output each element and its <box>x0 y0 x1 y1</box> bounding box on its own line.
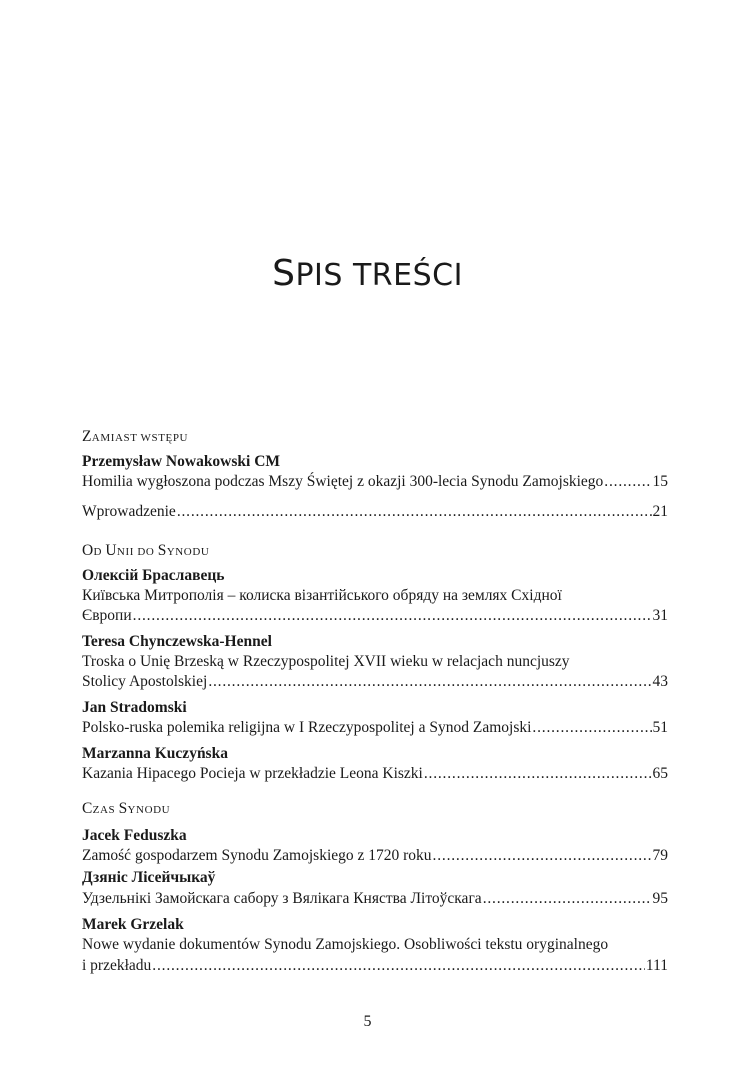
dot-leader <box>133 606 652 626</box>
toc-page-number: 111 <box>645 957 668 974</box>
toc-entry-line[interactable]: Troska o Unię Brzeską w Rzeczypospolitej XVII wieku w relacjach nuncjuszy <box>82 653 570 670</box>
toc-entry-title: Stolicy Apostolskiej <box>82 673 208 690</box>
dot-leader <box>433 846 652 866</box>
toc-entry[interactable] <box>82 889 668 909</box>
section-heading-zamiast-wstepu: ZAMIAST WSTĘPU <box>82 428 189 445</box>
title-initial: S <box>272 253 296 294</box>
toc-author: Дзяніс Лісейчыкаў <box>82 869 216 886</box>
toc-entry-title: i przekładu <box>82 957 152 974</box>
toc-page-number: 79 <box>652 847 668 864</box>
toc-entry[interactable] <box>82 502 668 522</box>
toc-entry[interactable] <box>82 672 668 692</box>
toc-page-number: 31 <box>652 607 668 624</box>
toc-entry-line[interactable]: Nowe wydanie dokumentów Synodu Zamojskiego. Osobliwości tekstu oryginalnego <box>82 936 609 953</box>
toc-entry[interactable] <box>82 472 668 492</box>
toc-entry-title: Wprowadzenie <box>82 503 176 520</box>
toc-author: Przemysław Nowakowski CM <box>82 453 281 470</box>
toc-page-number: 65 <box>652 765 668 782</box>
toc-entry-title: Homilia wygłoszona podczas Mszy Świętej z okazji 300-lecia Synodu Zamojskiego <box>82 473 604 490</box>
toc-author: Teresa Chynczewska-Hennel <box>82 633 272 650</box>
toc-author: Jacek Feduszka <box>82 827 187 844</box>
toc-entry[interactable] <box>82 956 668 976</box>
toc-page-number: 43 <box>652 673 668 690</box>
toc-entry[interactable] <box>82 718 668 738</box>
toc-entry-title: Удзельнікі Замойскага сабору з Вялікага Княства Літоўскага <box>82 890 482 907</box>
toc-entry-title: Zamość gospodarzem Synodu Zamojskiego z 1720 roku <box>82 847 432 864</box>
dot-leader <box>424 764 652 784</box>
toc-entry-title: Kazania Hipacego Pocieja w przekładzie Leona Kiszki <box>82 765 423 782</box>
section-heading-czas-synodu: CZAS SYNODU <box>82 800 171 817</box>
dot-leader <box>483 889 652 909</box>
toc-page-number: 51 <box>652 719 668 736</box>
toc-author: Marzanna Kuczyńska <box>82 745 228 762</box>
toc-entry-title: Polsko-ruska polemika religijna w I Rzeczypospolitej a Synod Zamojski <box>82 719 532 736</box>
toc-entry[interactable] <box>82 846 668 866</box>
toc-page-number: 21 <box>652 503 668 520</box>
page-title <box>0 254 735 296</box>
toc-page-number: 15 <box>652 473 668 490</box>
toc-author: Marek Grzelak <box>82 916 184 933</box>
toc-entry[interactable] <box>82 764 668 784</box>
toc-author: Jan Stradomski <box>82 699 187 716</box>
section-heading-od-unii-do-synodu: OD UNII DO SYNODU <box>82 542 210 559</box>
toc-entry-title: Європи <box>82 607 132 624</box>
toc-author: Олексій Браславець <box>82 567 225 584</box>
toc-entry-line[interactable]: Київська Митрополія – колиска візантійського обряду на землях Східної <box>82 587 562 604</box>
title-rest: PIS TREŚCI <box>295 258 463 293</box>
dot-leader <box>604 472 651 492</box>
page-number: 5 <box>363 1013 372 1030</box>
toc-entry[interactable] <box>82 606 668 626</box>
toc-page-number: 95 <box>652 890 668 907</box>
dot-leader <box>208 672 651 692</box>
dot-leader <box>152 956 645 976</box>
dot-leader <box>177 502 652 522</box>
dot-leader <box>532 718 651 738</box>
